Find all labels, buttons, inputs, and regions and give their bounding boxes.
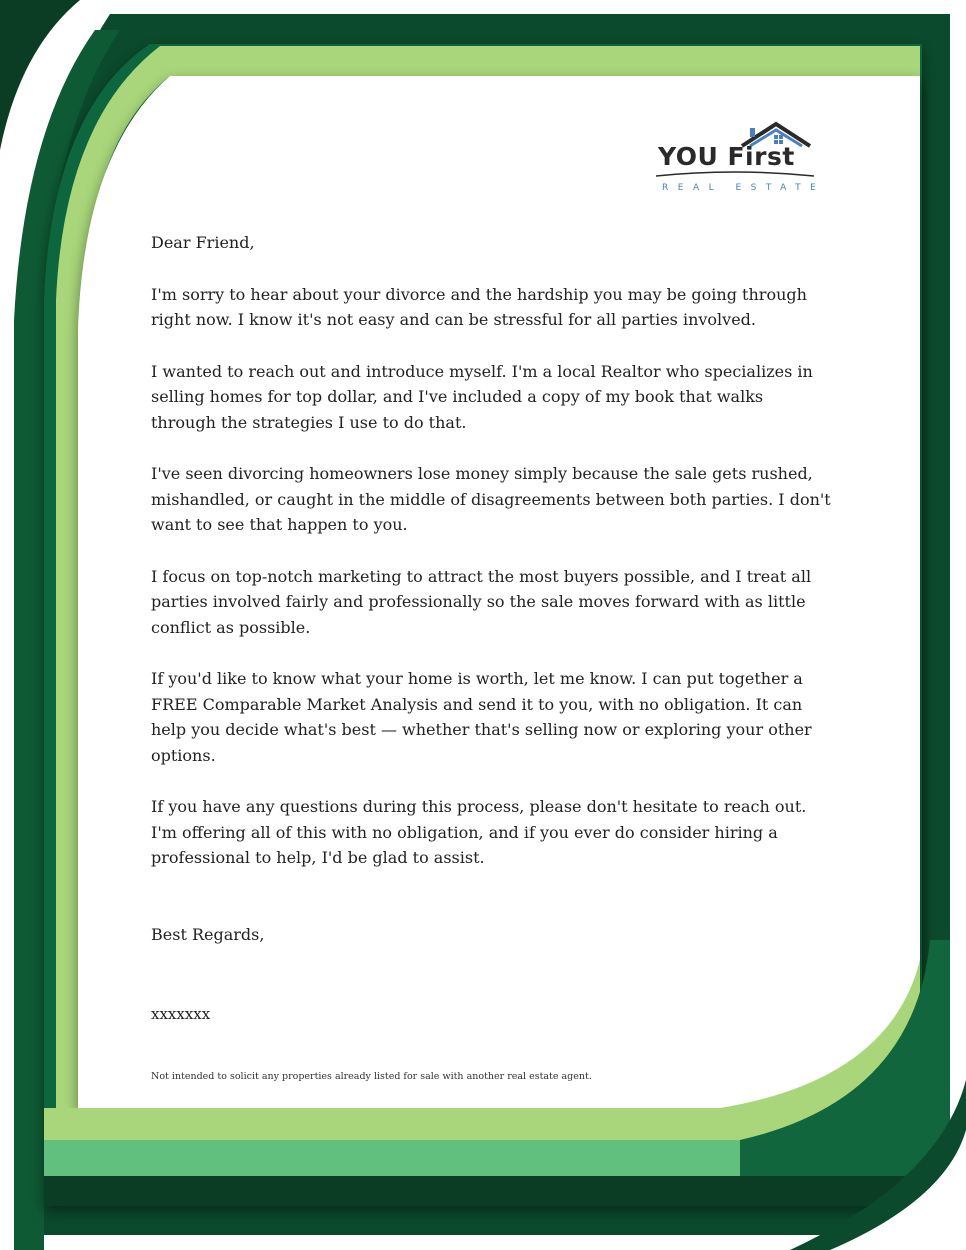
company-logo — [650, 118, 826, 198]
closing: Best Regards, — [151, 925, 265, 944]
paragraph-5: If you'd like to know what your home is worth, let me know. I can put together a FREE Comparable Market Analysis and send it to you, with no obligation. It can help you decide what's best — whether that's selling now or exploring your other options. — [151, 669, 812, 765]
paragraph-3: I've seen divorcing homeowners lose money simply because the sale gets rushed, mishandled, or caught in the middle of disagreements between both parties. I don't want to see that happen to you. — [151, 464, 831, 534]
letter-body — [151, 230, 831, 897]
disclaimer: Not intended to solicit any properties already listed for sale with another real estate agent. — [151, 1071, 592, 1082]
logo-wordmark: YOU First — [658, 142, 795, 171]
greeting: Dear Friend, — [151, 233, 255, 252]
paragraph-2: I wanted to reach out and introduce myself. I'm a local Realtor who specializes in selling homes for top dollar, and I've included a copy of my book that walks through the strategies I use to do that. — [151, 361, 813, 432]
paragraph-4: I focus on top-notch marketing to attract the most buyers possible, and I treat all parties involved fairly and professionally so the sale moves forward with as little conflict as possible. — [151, 566, 812, 637]
logo-tagline: REAL ESTATE — [662, 183, 826, 193]
paragraph-6: If you have any questions during this process, please don't hesitate to reach out. I'm offering all of this with no obligation, and if you ever do consider hiring a professional to help, I'd be glad to assist. — [151, 797, 807, 867]
signature: xxxxxxx — [151, 1005, 211, 1023]
paragraph-1: I'm sorry to hear about your divorce and the hardship you may be going through right now. I know it's not easy and can be stressful for all parties involved. — [151, 284, 807, 329]
